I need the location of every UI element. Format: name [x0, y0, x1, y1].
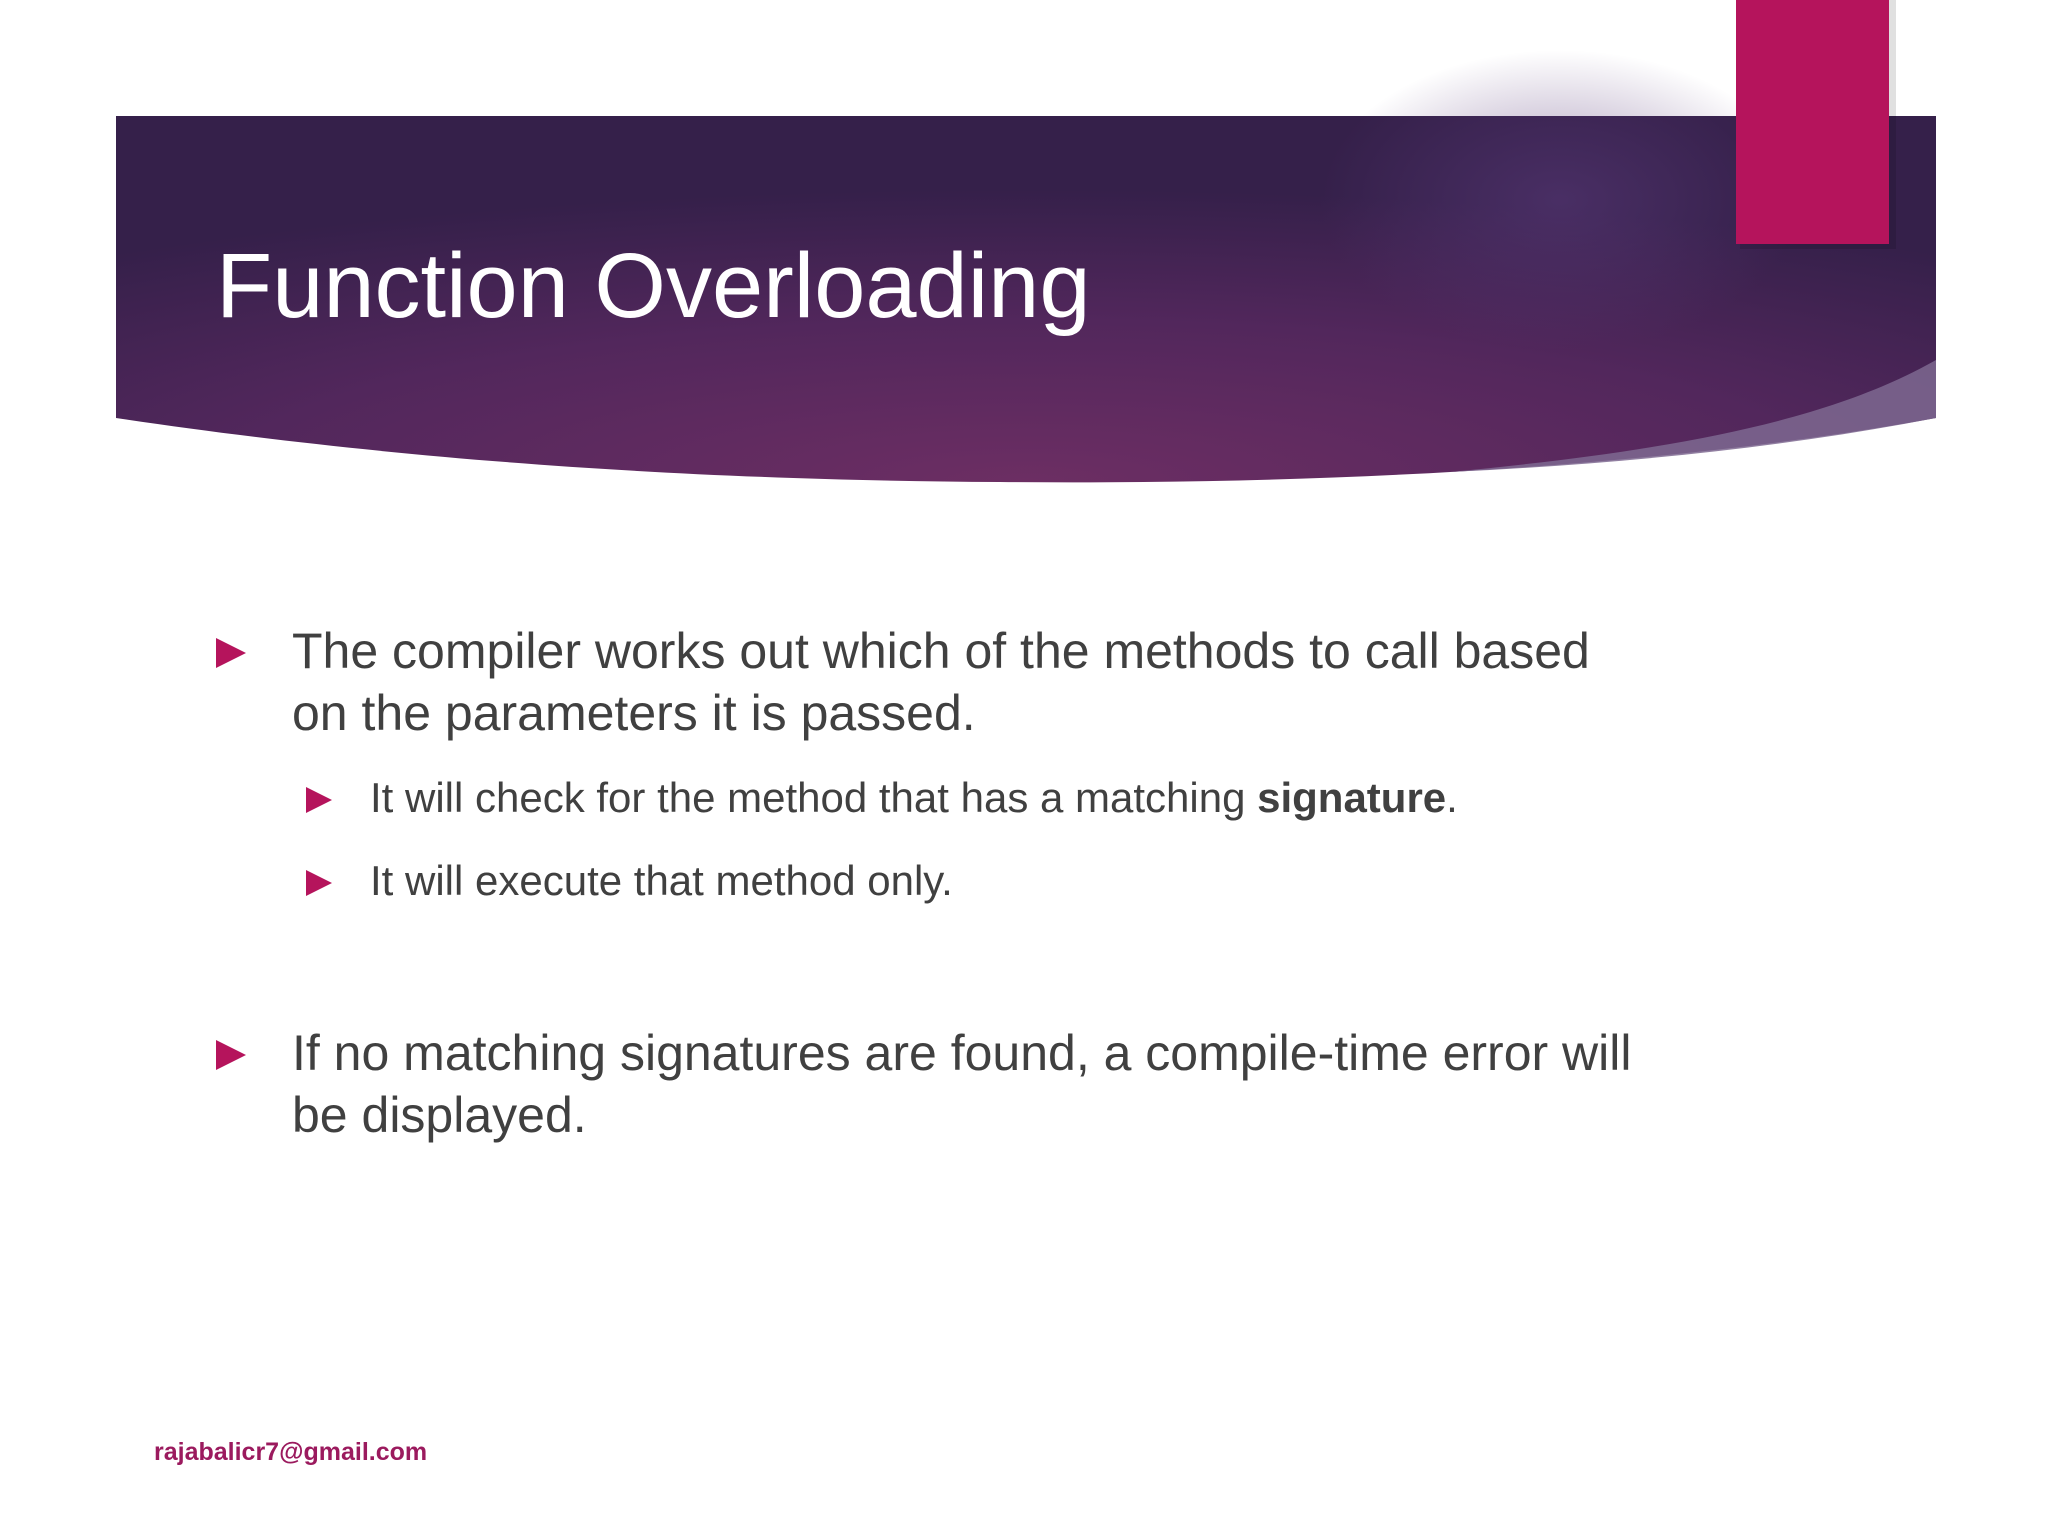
banner-glow [1320, 50, 1800, 350]
triangle-bullet-icon [216, 638, 246, 668]
bullet-text: If no matching signatures are found, a compile-time error will be displayed. [292, 1025, 1632, 1143]
sub-bullet-item [306, 770, 1706, 826]
sub-bullet-text: It will execute that method only. [370, 857, 953, 904]
signature-keyword: signature [1257, 774, 1447, 821]
triangle-bullet-icon [216, 1040, 246, 1070]
bullet-item [216, 1022, 1636, 1146]
triangle-bullet-icon [306, 870, 332, 896]
bullet-text: The compiler works out which of the methods to call based on the parameters it is passed. [292, 623, 1590, 741]
sub-bullet-text [370, 770, 1706, 826]
sub-bullet-item [306, 853, 1706, 909]
footer-email: rajabalicr7@gmail.com [154, 1438, 428, 1466]
sub-bullet-text-after: . [1446, 774, 1458, 821]
sub-bullet-text-before: It will check for the method that has a matching [370, 774, 1258, 821]
triangle-bullet-icon [306, 787, 332, 813]
accent-tab [1736, 0, 1889, 244]
slide-title: Function Overloading [216, 235, 1091, 337]
bullet-item [216, 620, 1636, 744]
